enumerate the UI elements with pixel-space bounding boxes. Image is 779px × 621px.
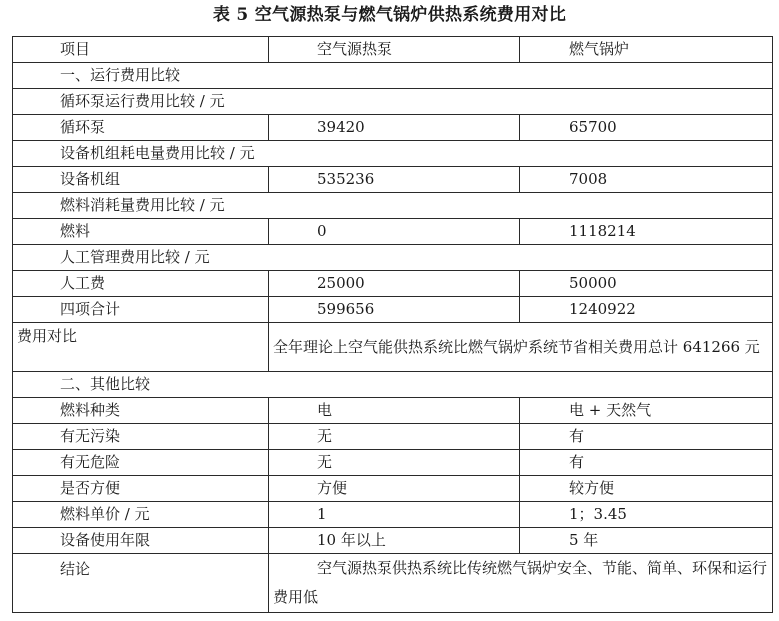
value-heat-pump: 无 bbox=[269, 424, 520, 450]
row-label: 结论 bbox=[13, 554, 269, 613]
table-row bbox=[13, 528, 773, 554]
table-row bbox=[13, 167, 773, 193]
value-heat-pump: 599656 bbox=[269, 297, 520, 323]
table-row bbox=[13, 502, 773, 528]
conclusion-text: 空气源热泵供热系统比传统燃气锅炉安全、节能、简单、环保和运行费用低 bbox=[269, 554, 773, 613]
group-title-fuel: 燃料消耗量费用比较 / 元 bbox=[13, 193, 773, 219]
row-label: 燃料单价 / 元 bbox=[13, 502, 269, 528]
row-label: 四项合计 bbox=[13, 297, 269, 323]
row-label: 循环泵 bbox=[13, 115, 269, 141]
value-boiler: 5 年 bbox=[520, 528, 773, 554]
row-label: 燃料 bbox=[13, 219, 269, 245]
table-header-row bbox=[13, 37, 773, 63]
value-boiler: 1118214 bbox=[520, 219, 773, 245]
value-boiler: 7008 bbox=[520, 167, 773, 193]
group-row bbox=[13, 141, 773, 167]
value-boiler: 65700 bbox=[520, 115, 773, 141]
table-row bbox=[13, 115, 773, 141]
row-label: 有无污染 bbox=[13, 424, 269, 450]
conclusion-row bbox=[13, 554, 773, 613]
group-row bbox=[13, 89, 773, 115]
table-row bbox=[13, 219, 773, 245]
table-row bbox=[13, 398, 773, 424]
header-heat-pump: 空气源热泵 bbox=[269, 37, 520, 63]
section-row bbox=[13, 63, 773, 89]
table-row bbox=[13, 476, 773, 502]
value-boiler: 较方便 bbox=[520, 476, 773, 502]
header-item: 项目 bbox=[13, 37, 269, 63]
value-heat-pump: 25000 bbox=[269, 271, 520, 297]
group-title-circulation-pump: 循环泵运行费用比较 / 元 bbox=[13, 89, 773, 115]
value-heat-pump: 电 bbox=[269, 398, 520, 424]
value-heat-pump: 535236 bbox=[269, 167, 520, 193]
table-row bbox=[13, 424, 773, 450]
group-title-equipment: 设备机组耗电量费用比较 / 元 bbox=[13, 141, 773, 167]
cost-comparison-table bbox=[12, 36, 773, 613]
total-row bbox=[13, 297, 773, 323]
value-boiler: 1240922 bbox=[520, 297, 773, 323]
row-label: 有无危险 bbox=[13, 450, 269, 476]
value-heat-pump: 方便 bbox=[269, 476, 520, 502]
section-title-other: 二、其他比较 bbox=[13, 372, 773, 398]
value-boiler: 1；3.45 bbox=[520, 502, 773, 528]
group-row bbox=[13, 193, 773, 219]
group-row bbox=[13, 245, 773, 271]
header-boiler: 燃气锅炉 bbox=[520, 37, 773, 63]
value-heat-pump: 无 bbox=[269, 450, 520, 476]
fee-compare-text: 全年理论上空气能供热系统比燃气锅炉系统节省相关费用总计 641266 元 bbox=[269, 323, 773, 372]
fee-compare-row bbox=[13, 323, 773, 372]
value-heat-pump: 10 年以上 bbox=[269, 528, 520, 554]
section-title-operating: 一、运行费用比较 bbox=[13, 63, 773, 89]
value-heat-pump: 39420 bbox=[269, 115, 520, 141]
value-boiler: 电 + 天然气 bbox=[520, 398, 773, 424]
value-heat-pump: 0 bbox=[269, 219, 520, 245]
row-label: 燃料种类 bbox=[13, 398, 269, 424]
table-row bbox=[13, 450, 773, 476]
row-label: 人工费 bbox=[13, 271, 269, 297]
value-boiler: 50000 bbox=[520, 271, 773, 297]
table-caption: 表 5 空气源热泵与燃气锅炉供热系统费用对比 bbox=[212, 5, 567, 25]
row-label: 费用对比 bbox=[13, 323, 269, 372]
table-row bbox=[13, 271, 773, 297]
value-heat-pump: 1 bbox=[269, 502, 520, 528]
row-label: 设备使用年限 bbox=[13, 528, 269, 554]
row-label: 是否方便 bbox=[13, 476, 269, 502]
section-row bbox=[13, 372, 773, 398]
value-boiler: 有 bbox=[520, 450, 773, 476]
row-label: 设备机组 bbox=[13, 167, 269, 193]
value-boiler: 有 bbox=[520, 424, 773, 450]
group-title-labor: 人工管理费用比较 / 元 bbox=[13, 245, 773, 271]
